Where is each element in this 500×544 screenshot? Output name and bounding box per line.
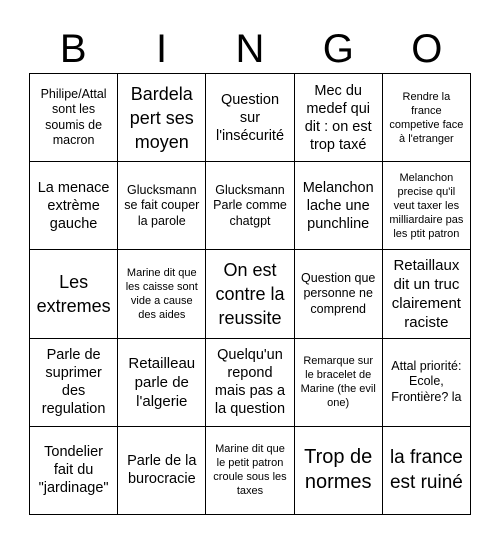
cell-text: Remarque sur le bracelet de Marine (the evil one) xyxy=(300,355,376,410)
bingo-cell[interactable] xyxy=(295,74,383,162)
cell-text: Melanchon precise qu'il veut taxer les milliardaire pas les ptit patron xyxy=(389,171,464,240)
bingo-cell[interactable] xyxy=(30,74,118,162)
cell-text: Rendre la france competive face à l'etranger xyxy=(389,90,464,145)
header-letter-o: O xyxy=(411,27,443,71)
cell-text: Glucksmann se fait couper la parole xyxy=(124,182,200,228)
bingo-card-grid xyxy=(29,73,471,515)
cell-text: Quelqu'un repond mais pas a la question xyxy=(214,347,286,418)
cell-text: La menace extrème gauche xyxy=(37,179,110,232)
cell-text: Melanchon lache une punchline xyxy=(302,179,374,232)
bingo-header xyxy=(29,25,471,73)
cell-text: Question que personne ne comprend xyxy=(301,270,376,316)
bingo-cell[interactable] xyxy=(206,339,294,427)
cell-text: Marine dit que les caisse sont vide a cause des aides xyxy=(125,266,198,321)
cell-text: Retaillaux dit un truc clairement raciste xyxy=(391,256,461,331)
bingo-cell[interactable] xyxy=(30,427,118,515)
cell-text: Trop de normes xyxy=(304,446,373,494)
bingo-cell[interactable] xyxy=(206,427,294,515)
cell-text: Question sur l'insécurité xyxy=(215,91,285,144)
cell-text: Marine dit que le petit patron croule sous les taxes xyxy=(213,443,287,498)
bingo-cell[interactable] xyxy=(118,74,206,162)
header-letter-b: B xyxy=(59,27,87,71)
bingo-cell[interactable] xyxy=(383,74,471,162)
bingo-cell[interactable] xyxy=(383,339,471,427)
bingo-cell[interactable] xyxy=(383,250,471,338)
cell-text: Parle de suprimer des regulation xyxy=(41,347,106,418)
bingo-cell[interactable] xyxy=(383,427,471,515)
bingo-cell[interactable] xyxy=(30,162,118,250)
bingo-cell[interactable] xyxy=(118,250,206,338)
cell-text: Mec du medef qui dit : on est trop taxé xyxy=(304,82,372,153)
bingo-cell[interactable] xyxy=(383,162,471,250)
cell-text: On est contre la reussite xyxy=(215,259,285,328)
bingo-cell[interactable] xyxy=(118,339,206,427)
cell-text: Philipe/Attal sont les soumis de macron xyxy=(40,86,107,148)
cell-text: Bardela pert ses moyen xyxy=(129,83,194,152)
cell-text: Glucksmann Parle comme chatgpt xyxy=(213,182,287,228)
bingo-cell[interactable] xyxy=(118,162,206,250)
bingo-cell[interactable] xyxy=(295,250,383,338)
cell-text: Parle de la burocracie xyxy=(127,453,197,488)
bingo-cell[interactable] xyxy=(206,250,294,338)
header-letter-n: N xyxy=(235,27,265,71)
cell-text: Les extremes xyxy=(36,271,111,316)
bingo-cell[interactable] xyxy=(295,427,383,515)
cell-text: la france est ruiné xyxy=(389,447,463,494)
bingo-cell[interactable] xyxy=(30,339,118,427)
bingo-cell[interactable] xyxy=(295,162,383,250)
bingo-cell[interactable] xyxy=(295,339,383,427)
header-letter-i: I xyxy=(156,27,168,71)
bingo-cell[interactable] xyxy=(30,250,118,338)
bingo-cell[interactable] xyxy=(206,162,294,250)
cell-text: Tondelier fait du "jardinage" xyxy=(38,444,109,497)
bingo-cell[interactable] xyxy=(118,427,206,515)
header-letter-g: G xyxy=(322,27,354,71)
bingo-cell[interactable] xyxy=(206,74,294,162)
cell-text: Retailleau parle de l'algerie xyxy=(128,354,196,410)
cell-text: Attal priorité: Ecole, Frontière? la xyxy=(391,358,462,404)
